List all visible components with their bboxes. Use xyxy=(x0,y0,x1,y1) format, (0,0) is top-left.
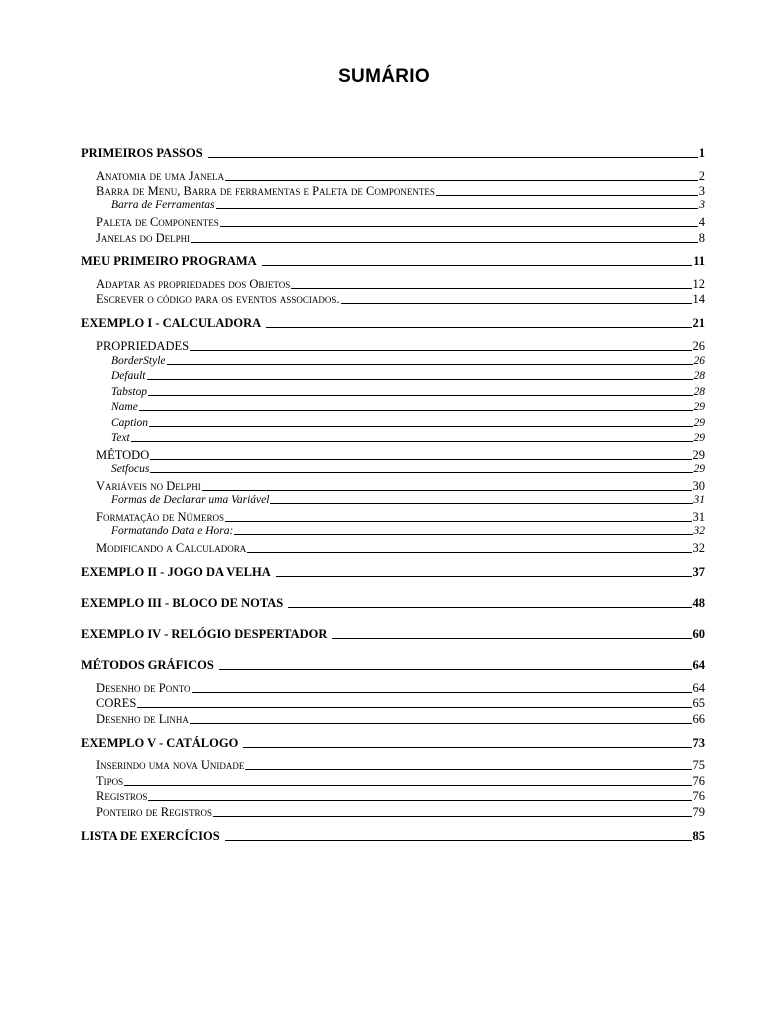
toc-entry-label: Default xyxy=(111,370,146,382)
toc-chapter-entry[interactable] xyxy=(81,596,705,611)
toc-leader-line xyxy=(148,800,691,801)
toc-subsection-entry[interactable] xyxy=(111,370,705,382)
toc-section-entry[interactable] xyxy=(96,231,705,246)
toc-entry-label: Modificando a Calculadora xyxy=(96,541,247,555)
toc-section-entry[interactable] xyxy=(96,805,705,820)
toc-entry-label: EXEMPLO V - CATÁLOGO xyxy=(81,736,239,750)
toc-subsection-entry[interactable] xyxy=(111,386,705,398)
toc-leader-line xyxy=(436,195,698,196)
toc-entry-label: Formatação de Números xyxy=(96,510,225,524)
toc-section-entry[interactable] xyxy=(96,169,705,184)
toc-leader-line xyxy=(245,769,691,770)
toc-entry-label: Text xyxy=(111,432,130,444)
toc-subsection-entry[interactable] xyxy=(111,401,705,413)
toc-page-number: 31 xyxy=(693,494,705,506)
toc-page-number: 32 xyxy=(692,541,705,555)
toc-entry-label: Anatomia de uma Janela xyxy=(96,169,225,183)
toc-page-number: 29 xyxy=(693,401,705,413)
page-title: SUMÁRIO xyxy=(338,66,430,87)
toc-entry-label: Name xyxy=(111,401,138,413)
toc-leader-line xyxy=(191,242,698,243)
toc-page-number: 1 xyxy=(698,146,705,160)
toc-section-entry[interactable] xyxy=(96,510,705,525)
toc-leader-line xyxy=(137,707,691,708)
toc-entry-label: PRIMEIROS PASSOS xyxy=(81,146,203,160)
toc-entry-label: Formatando Data e Hora: xyxy=(111,525,234,537)
toc-entry-label: LISTA DE EXERCÍCIOS xyxy=(81,829,220,843)
toc-entry-label: EXEMPLO I - CALCULADORA xyxy=(81,316,262,330)
toc-leader-line xyxy=(131,441,693,442)
toc-page-number: 31 xyxy=(692,510,705,524)
toc-chapter-entry[interactable] xyxy=(81,146,705,161)
toc-page-number: 28 xyxy=(693,386,705,398)
toc-page-number: 4 xyxy=(698,215,705,229)
toc-entry-label: EXEMPLO II - JOGO DA VELHA xyxy=(81,565,271,579)
toc-entry-label: PROPRIEDADES xyxy=(96,339,190,353)
toc-page-number: 48 xyxy=(692,596,705,610)
toc-leader-line xyxy=(247,552,691,553)
toc-leader-line xyxy=(150,459,691,460)
toc-leader-line xyxy=(208,157,698,158)
toc-leader-line xyxy=(150,472,692,473)
toc-subsection-entry[interactable] xyxy=(111,417,705,429)
toc-entry-label: Variáveis no Delphi xyxy=(96,479,201,493)
toc-leader-line xyxy=(219,669,692,670)
toc-leader-line xyxy=(225,840,692,841)
toc-page-number: 64 xyxy=(692,658,705,672)
toc-leader-line xyxy=(220,226,698,227)
toc-leader-line xyxy=(167,364,693,365)
toc-section-entry[interactable] xyxy=(96,292,705,307)
toc-leader-line xyxy=(149,426,692,427)
toc-subsection-entry[interactable] xyxy=(111,494,705,506)
toc-entry-label: Desenho de Linha xyxy=(96,712,189,726)
toc-section-entry[interactable] xyxy=(96,184,705,199)
toc-leader-line xyxy=(192,692,692,693)
toc-page-number: 64 xyxy=(692,681,705,695)
toc-page-number: 3 xyxy=(698,184,705,198)
toc-leader-line xyxy=(202,490,692,491)
toc-page-number: 14 xyxy=(692,292,705,306)
toc-section-entry[interactable] xyxy=(96,681,705,696)
toc-page-number: 29 xyxy=(693,432,705,444)
toc-entry-label: Paleta de Componentes xyxy=(96,215,219,229)
toc-entry-label: EXEMPLO IV - RELÓGIO DESPERTADOR xyxy=(81,627,328,641)
toc-leader-line xyxy=(288,607,691,608)
toc-page-number: 26 xyxy=(693,355,705,367)
toc-chapter-entry[interactable] xyxy=(81,627,705,642)
toc-leader-line xyxy=(276,576,692,577)
toc-entry-label: Registros xyxy=(96,789,148,803)
toc-subsection-entry[interactable] xyxy=(111,432,705,444)
toc-leader-line xyxy=(266,327,691,328)
toc-entry-label: EXEMPLO III - BLOCO DE NOTAS xyxy=(81,596,284,610)
toc-page-number: 28 xyxy=(693,370,705,382)
toc-leader-line xyxy=(291,288,691,289)
toc-leader-line xyxy=(225,180,698,181)
toc-entry-label: Tabstop xyxy=(111,386,148,398)
toc-subsection-entry[interactable] xyxy=(111,355,705,367)
toc-section-entry[interactable] xyxy=(96,774,705,789)
toc-leader-line xyxy=(341,303,692,304)
toc-page-number: 65 xyxy=(692,696,705,710)
toc-section-entry[interactable] xyxy=(96,789,705,804)
toc-subsection-entry[interactable] xyxy=(111,525,705,537)
toc-entry-label: Inserindo uma nova Unidade xyxy=(96,758,245,772)
toc-section-entry[interactable] xyxy=(96,758,705,773)
toc-entry-label: MÉTODOS GRÁFICOS xyxy=(81,658,214,672)
toc-leader-line xyxy=(139,410,693,411)
toc-entry-label: Formas de Declarar uma Variável xyxy=(111,494,270,506)
toc-entry-label: MEU PRIMEIRO PROGRAMA xyxy=(81,254,257,268)
toc-chapter-entry[interactable] xyxy=(81,254,705,269)
toc-leader-line xyxy=(225,521,691,522)
toc-entry-label: Barra de Menu, Barra de ferramentas e Paleta de Componentes xyxy=(96,184,435,198)
toc-chapter-entry[interactable] xyxy=(81,736,705,751)
toc-page-number: 26 xyxy=(692,339,705,353)
toc-page-number: 32 xyxy=(693,525,705,537)
toc-page-number: 76 xyxy=(692,774,705,788)
toc-page-number: 75 xyxy=(692,758,705,772)
toc-entry-label: Ponteiro de Registros xyxy=(96,805,213,819)
toc-section-entry[interactable] xyxy=(96,277,705,292)
toc-page-number: 30 xyxy=(692,479,705,493)
toc-section-entry[interactable] xyxy=(96,448,705,463)
toc-page-number: 21 xyxy=(692,316,705,330)
toc-page-number: 2 xyxy=(698,169,705,183)
toc-leader-line xyxy=(147,379,693,380)
toc-page-number: 29 xyxy=(693,463,705,475)
toc-leader-line xyxy=(234,534,692,535)
toc-section-entry[interactable] xyxy=(96,339,705,354)
toc-page-number: 60 xyxy=(692,627,705,641)
toc-section-entry[interactable] xyxy=(96,541,705,556)
toc-leader-line xyxy=(213,816,691,817)
toc-leader-line xyxy=(190,350,691,351)
toc-page-number: 11 xyxy=(693,254,705,268)
toc-entry-label: Caption xyxy=(111,417,149,429)
toc-page-number: 12 xyxy=(692,277,705,291)
toc-entry-label: Tipos xyxy=(96,774,124,788)
toc-entry-label: Janelas do Delphi xyxy=(96,231,191,245)
toc-entry-label: CORES xyxy=(96,696,137,710)
toc-page-number: 37 xyxy=(692,565,705,579)
toc-leader-line xyxy=(216,208,699,209)
toc-leader-line xyxy=(148,395,692,396)
toc-page-number: 29 xyxy=(693,417,705,429)
toc-page-number: 76 xyxy=(692,789,705,803)
toc-page-number: 66 xyxy=(692,712,705,726)
toc-section-entry[interactable] xyxy=(96,696,705,711)
toc-leader-line xyxy=(190,723,692,724)
toc-section-entry[interactable] xyxy=(96,479,705,494)
toc-leader-line xyxy=(270,503,692,504)
toc-leader-line xyxy=(124,785,691,786)
toc-section-entry[interactable] xyxy=(96,215,705,230)
toc-page-number: 3 xyxy=(699,199,705,211)
toc-page-number: 8 xyxy=(698,231,705,245)
toc-page-number: 29 xyxy=(692,448,705,462)
toc-entry-label: Escrever o código para os eventos associados. xyxy=(96,292,340,306)
toc-page-number: 73 xyxy=(692,736,705,750)
toc-section-entry[interactable] xyxy=(96,712,705,727)
toc-leader-line xyxy=(332,638,691,639)
toc-chapter-entry[interactable] xyxy=(81,658,705,673)
toc-entry-label: Barra de Ferramentas xyxy=(111,199,215,211)
toc-entry-label: MÉTODO xyxy=(96,448,150,462)
toc-entry-label: Desenho de Ponto xyxy=(96,681,191,695)
toc-entry-label: BorderStyle xyxy=(111,355,166,367)
toc-leader-line xyxy=(243,747,691,748)
toc-leader-line xyxy=(262,265,693,266)
toc-subsection-entry[interactable] xyxy=(111,463,705,475)
toc-entry-label: Setfocus xyxy=(111,463,150,475)
toc-chapter-entry[interactable] xyxy=(81,316,705,331)
toc-entry-label: Adaptar as propriedades dos Objetos xyxy=(96,277,291,291)
toc-chapter-entry[interactable] xyxy=(81,829,705,844)
toc-subsection-entry[interactable] xyxy=(111,199,705,211)
toc-page-number: 79 xyxy=(692,805,705,819)
toc-chapter-entry[interactable] xyxy=(81,565,705,580)
toc-page-number: 85 xyxy=(692,829,705,843)
